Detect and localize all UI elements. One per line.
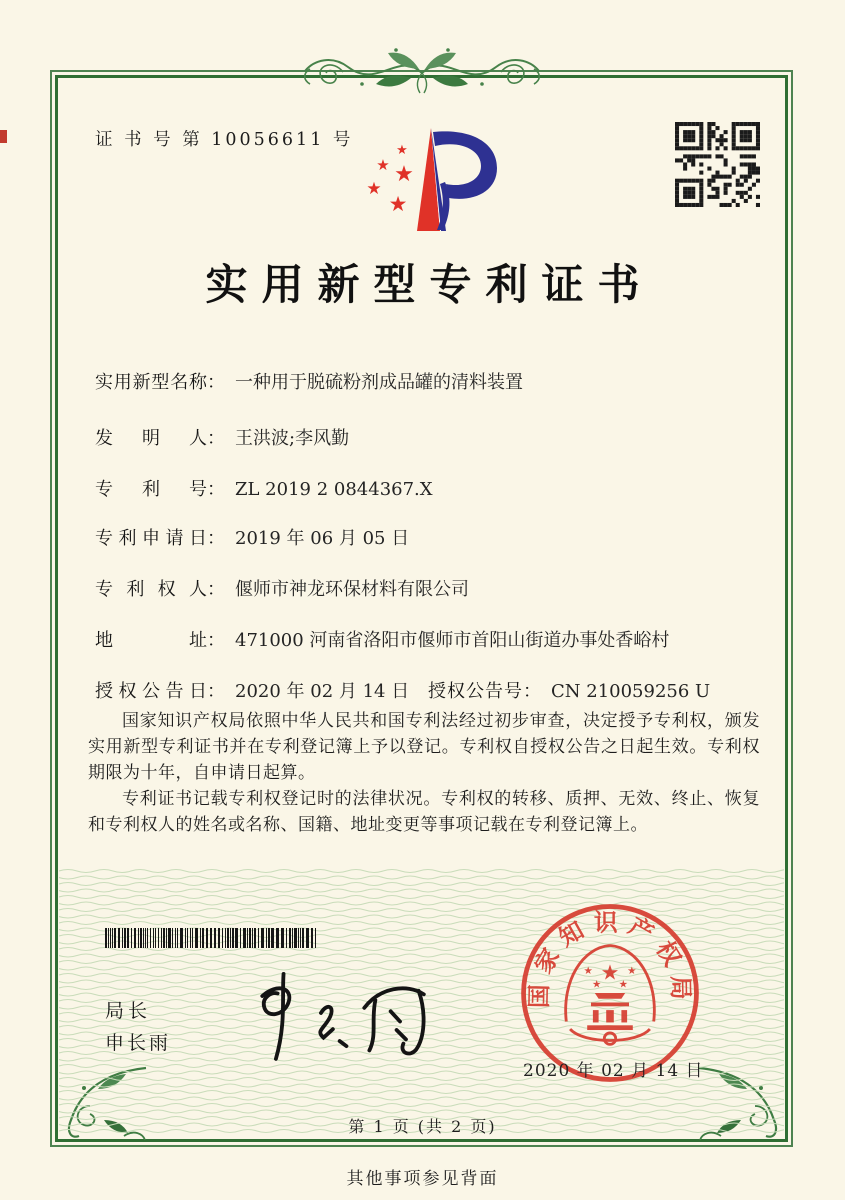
legal-paragraph-2: 专利证书记载专利权登记时的法律状况。专利权的转移、质押、无效、终止、恢复和专利权人的姓名或名称、国籍、地址变更等事项记载在专利登记簿上。 <box>88 789 760 835</box>
director-signature-icon <box>238 962 443 1064</box>
director-name: 申长雨 <box>105 1032 172 1054</box>
field-label: 专利号 <box>95 479 207 500</box>
legal-paragraph-1: 国家知识产权局依照中华人民共和国专利法经过初步审查，决定授予专利权，颁发实用新型专利证书并在专利登记簿上予以登记。专利权自授权公告之日起生效。专利权期限为十年，自申请日起算。 <box>88 711 760 783</box>
field-label: 发明人 <box>95 428 207 449</box>
certificate-number: 证 书 号 第 10056611 号 <box>95 130 354 150</box>
page-number: 第 1 页 (共 2 页) <box>348 1117 497 1136</box>
field-row-patentee: 专利权人： 偃师市神龙环保材料有限公司 <box>95 575 750 601</box>
qr-code-icon <box>675 122 760 207</box>
svg-text:★: ★ <box>366 179 382 199</box>
field-row-address: 地址： 471000 河南省洛阳市偃师市首阳山街道办事处香峪村 <box>95 626 750 652</box>
field-value: ZL 2019 2 0844367.X <box>235 479 433 500</box>
field-row-patent-no: 专利号： ZL 2019 2 0844367.X <box>95 475 750 501</box>
cnipa-logo-icon <box>345 126 523 238</box>
legal-text <box>88 708 760 838</box>
field-row-filing-date: 专利申请日： 2019 年 06 月 05 日 <box>95 524 750 550</box>
field-value: 偃师市神龙环保材料有限公司 <box>235 579 469 600</box>
director-title: 局长 <box>105 1000 152 1022</box>
svg-text:★: ★ <box>592 978 602 991</box>
field-grant-number: 授权公告号： CN 210059256 U <box>428 677 710 703</box>
field-row-grant-date: 授权公告日： 2020 年 02 月 14 日 授权公告号： CN 210059256 U <box>95 677 750 703</box>
field-row-name: 实用新型名称： 一种用于脱硫粉剂成品罐的清料装置 <box>95 368 750 394</box>
field-value: 王洪波;李风勤 <box>235 428 350 449</box>
svg-text:★: ★ <box>627 965 637 977</box>
edge-registration-mark <box>0 130 7 143</box>
seal-date: 2020 年 02 月 14 日 <box>523 1061 704 1081</box>
field-value: 2019 年 06 月 05 日 <box>235 528 410 549</box>
field-label: 专利申请日 <box>95 528 207 549</box>
field-value: 一种用于脱硫粉剂成品罐的清料装置 <box>235 372 523 393</box>
top-border-ornament-icon <box>296 42 548 100</box>
field-label: 授权公告号 <box>428 681 523 702</box>
svg-text:★: ★ <box>376 156 390 174</box>
field-value: 471000 河南省洛阳市偃师市首阳山街道办事处香峪村 <box>235 630 670 651</box>
seal-text: 国家知识产权局 <box>524 908 696 1009</box>
back-side-note: 其他事项参见背面 <box>346 1169 499 1189</box>
svg-text:★: ★ <box>583 965 593 977</box>
field-value: CN 210059256 U <box>551 681 711 702</box>
svg-text:★: ★ <box>394 162 414 187</box>
svg-text:★: ★ <box>396 143 408 158</box>
field-value: 2020 年 02 月 14 日 <box>235 681 410 702</box>
field-label: 专利权人 <box>95 579 207 600</box>
field-label: 实用新型名称 <box>95 372 207 393</box>
svg-text:★: ★ <box>388 192 408 216</box>
field-row-inventor: 发明人： 王洪波;李风勤 <box>95 424 750 450</box>
svg-text:★: ★ <box>600 960 620 985</box>
field-label: 授权公告日 <box>95 681 207 702</box>
barcode-icon <box>105 928 320 948</box>
certificate-title: 实用新型专利证书 <box>205 260 654 309</box>
svg-text:★: ★ <box>618 978 628 991</box>
field-label: 地址 <box>95 630 207 651</box>
